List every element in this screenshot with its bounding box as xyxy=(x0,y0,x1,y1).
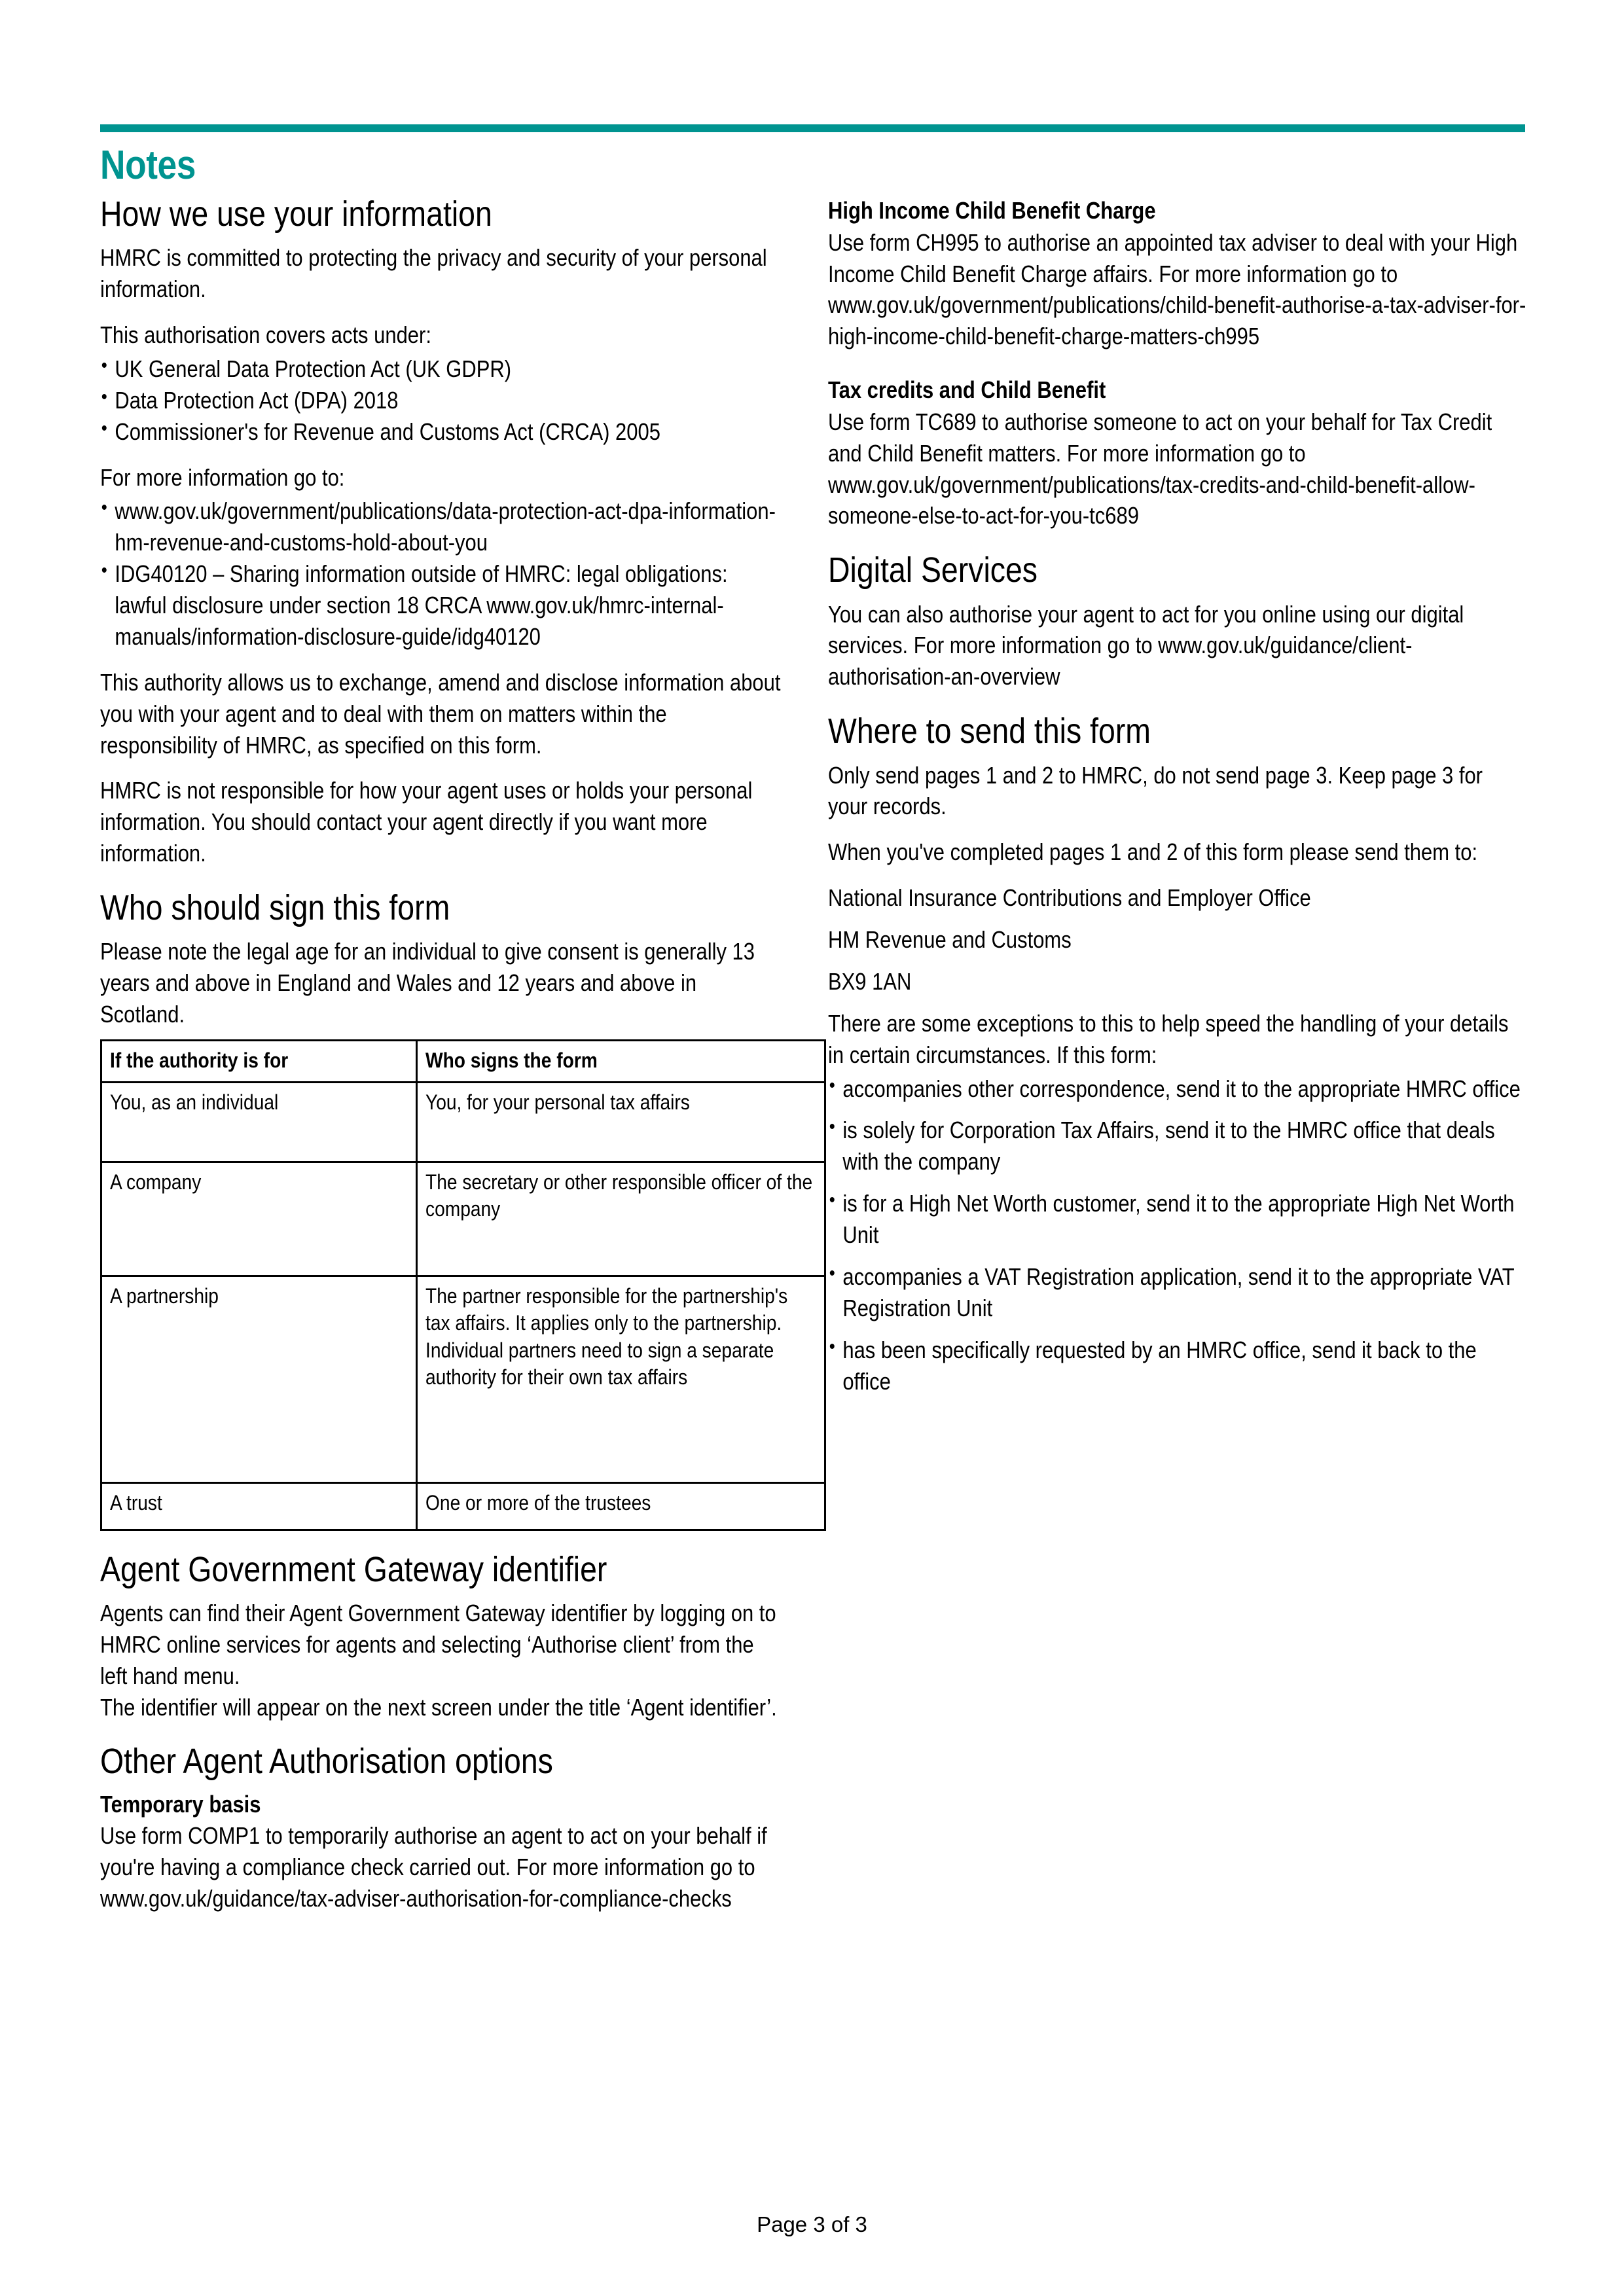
table-cell-authority xyxy=(101,1162,417,1276)
list-item: • Commissioner's for Revenue and Customs Act (CRCA) 2005 xyxy=(100,416,784,448)
where-to-send-paragraph-2: When you've completed pages 1 and 2 of this form please send them to: xyxy=(828,838,1478,866)
cell-text: You, for your personal tax affairs xyxy=(425,1090,690,1114)
subheading-tax-credits-child-benefit: Tax credits and Child Benefit xyxy=(828,376,1106,404)
subheading-high-income-child-benefit: High Income Child Benefit Charge xyxy=(828,197,1156,224)
table-header-who-signs xyxy=(417,1041,825,1083)
who-should-sign-paragraph: Please note the legal age for an individual to give consent is generally 13 years and above in England and Wales and 12 years and above in Scotland. xyxy=(100,938,755,1028)
section-heading-digital-services: Digital Services xyxy=(828,550,1038,590)
gateway-identifier-paragraph-2: The identifier will appear on the next screen under the title ‘Agent identifier’. xyxy=(100,1693,777,1721)
table-row xyxy=(101,1482,825,1530)
table-cell-authority xyxy=(101,1276,417,1482)
list-item: • has been specifically requested by an HMRC office, send it back to the office xyxy=(828,1335,1526,1397)
how-we-use-paragraph-1: HMRC is committed to protecting the privacy and security of your personal information. xyxy=(100,244,767,303)
more-information-links xyxy=(100,495,784,652)
high-income-link: www.gov.uk/government/publications/child-benefit-authorise-a-tax-adviser-for-high-income-child-benefit-charge-matters-ch995 xyxy=(828,291,1526,350)
section-heading-how-we-use: How we use your information xyxy=(100,194,492,234)
where-to-send-paragraph-1: Only send pages 1 and 2 to HMRC, do not send page 3. Keep page 3 for your records. xyxy=(828,761,1483,820)
address-line-office: National Insurance Contributions and Employer Office xyxy=(828,884,1311,912)
where-to-send-paragraph-3: There are some exceptions to this to help speed the handling of your details in certain circumstances. If this form: xyxy=(828,1009,1509,1068)
how-we-use-paragraph-4: This authority allows us to exchange, amend and disclose information about you with your agent and to deal with them on matters within the responsibility of HMRC, as specified on this form. xyxy=(100,668,781,759)
table-row xyxy=(101,1276,825,1482)
table-header-row xyxy=(101,1041,825,1083)
tax-credits-paragraph: Use form TC689 to authorise someone to act on your behalf for Tax Credit and Child Benefit matters. For more information go to xyxy=(828,408,1492,467)
cell-text: A company xyxy=(110,1170,202,1194)
list-item: • IDG40120 – Sharing information outside of HMRC: legal obligations: lawful disclosure under section 18 CRCA www.gov.uk/hmrc-internal-manuals/information-disclosure-guide/idg40120 xyxy=(100,558,784,653)
cell-text: The partner responsible for the partnership's tax affairs. It applies only to the partnership. Individual partners need to sign a separate authority for their own tax affairs xyxy=(425,1283,788,1390)
table-cell-signer xyxy=(417,1162,825,1276)
cell-text: One or more of the trustees xyxy=(425,1490,651,1515)
cell-text: A trust xyxy=(110,1490,162,1515)
cell-text: If the authority is for xyxy=(110,1049,289,1072)
table-cell-signer xyxy=(417,1082,825,1162)
cell-text: Who signs the form xyxy=(425,1049,598,1072)
left-column xyxy=(100,143,813,1929)
gateway-identifier-paragraph-1: Agents can find their Agent Government Gateway identifier by logging on to HMRC online services for agents and selecting ‘Authorise client’ from the left hand menu. xyxy=(100,1599,776,1689)
right-column xyxy=(828,196,1528,1411)
cell-text: A partnership xyxy=(110,1283,219,1308)
page-title: Notes xyxy=(100,143,196,188)
list-item: • accompanies a VAT Registration application, send it to the appropriate VAT Registration Unit xyxy=(828,1261,1526,1324)
section-heading-gateway-identifier: Agent Government Gateway identifier xyxy=(100,1549,607,1589)
address-line-postcode: BX9 1AN xyxy=(828,967,912,995)
section-heading-other-options: Other Agent Authorisation options xyxy=(100,1742,553,1782)
high-income-paragraph: Use form CH995 to authorise an appointed tax adviser to deal with your High Income Child Benefit Charge affairs. For more information go to xyxy=(828,228,1518,287)
acts-list xyxy=(100,353,784,448)
who-signs-table xyxy=(100,1039,826,1531)
accent-rule xyxy=(100,124,1525,132)
table-header-authority-for xyxy=(101,1041,417,1083)
tax-credits-link: www.gov.uk/government/publications/tax-credits-and-child-benefit-allow-someone-else-to-act-for-you-tc689 xyxy=(828,471,1475,529)
address-line-department: HM Revenue and Customs xyxy=(828,926,1072,953)
table-row xyxy=(101,1082,825,1162)
list-item: • UK General Data Protection Act (UK GDPR) xyxy=(100,353,784,385)
table-cell-authority xyxy=(101,1082,417,1162)
table-row xyxy=(101,1162,825,1276)
list-item: • is solely for Corporation Tax Affairs, send it to the HMRC office that deals with the company xyxy=(828,1115,1526,1177)
list-item: • is for a High Net Worth customer, send it to the appropriate High Net Worth Unit xyxy=(828,1188,1526,1251)
how-we-use-paragraph-5: HMRC is not responsible for how your agent uses or holds your personal information. You should contact your agent directly if you want more information. xyxy=(100,777,753,867)
temporary-basis-paragraph: Use form COMP1 to temporarily authorise an agent to act on your behalf if you're having a compliance check carried out. For more information go to www.gov.uk/guidance/tax-adviser-authorisation-for-compliance-checks xyxy=(100,1822,767,1912)
page-footer: Page 3 of 3 xyxy=(757,2212,867,2236)
list-item: • accompanies other correspondence, send it to the appropriate HMRC office xyxy=(828,1073,1526,1105)
list-item: • www.gov.uk/government/publications/data-protection-act-dpa-information-hm-revenue-and-customs-hold-about-you xyxy=(100,495,784,558)
subheading-temporary-basis: Temporary basis xyxy=(100,1790,261,1818)
digital-services-paragraph: You can also authorise your agent to act for you online using our digital services. For more information go to www.gov.uk/guidance/client-authorisation-an-overview xyxy=(828,600,1464,691)
section-heading-where-to-send: Where to send this form xyxy=(828,711,1151,751)
how-we-use-paragraph-3: For more information go to: xyxy=(100,463,345,491)
cell-text: You, as an individual xyxy=(110,1090,279,1114)
table-cell-authority xyxy=(101,1482,417,1530)
table-cell-signer xyxy=(417,1276,825,1482)
exceptions-list xyxy=(828,1073,1526,1397)
table-cell-signer xyxy=(417,1482,825,1530)
list-item: • Data Protection Act (DPA) 2018 xyxy=(100,385,784,416)
how-we-use-paragraph-2: This authorisation covers acts under: xyxy=(100,321,431,349)
section-heading-who-should-sign: Who should sign this form xyxy=(100,888,450,928)
cell-text: The secretary or other responsible officer of the company xyxy=(425,1170,813,1221)
